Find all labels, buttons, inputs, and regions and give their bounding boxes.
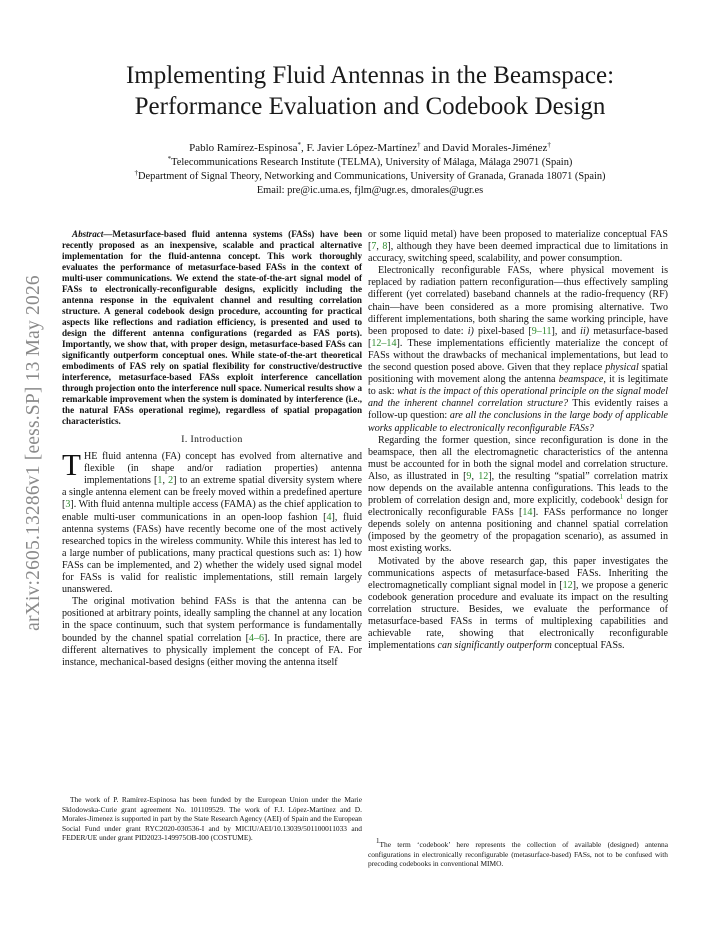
funding-footnote: The work of P. Ramírez-Espinosa has been funded by the European Union under the Marie Sklodowska-Curie grant agreement No. 101109529. The work of F.J. López-Martínez and D. Morales-Jimenez is supported in part by the State Research Agency (AEI) of Spain and the European Social Fund under grant RYC2020-030536-I and by MICIU/AEI/10.13039/501100011033 and FEDER/UE under grant PID2023-149975OB-I00 (COSTUME). xyxy=(62,795,362,843)
intro-paragraph-1 xyxy=(62,447,363,596)
affiliation-1 xyxy=(60,156,680,170)
citation-link[interactable]: 2 xyxy=(168,475,174,487)
author-3-mark: † xyxy=(547,141,551,149)
emphasis: ii) xyxy=(580,325,590,337)
author-2-mark: † xyxy=(417,141,421,149)
emphasis: are all the conclusions in the large body of applicable works applicable to electronically reconfigurable FASs? xyxy=(368,410,668,434)
author-1-mark: * xyxy=(297,141,302,149)
citation-link[interactable]: 12 xyxy=(562,579,573,591)
citation-link[interactable]: 4–6 xyxy=(248,632,264,644)
emphasis: i) xyxy=(467,325,474,337)
author-1: Pablo Ramírez-Espinosa xyxy=(189,142,298,154)
text-run: ]. These implementations efficiently materialize the concept of FASs without the drawbacks of mechanical implementations, but lead to the second question posed above. Given that they replace xyxy=(368,337,668,374)
text-run: ]. With fluid antenna multiple access (FAMA) as the chief application to enable multi-user communications in an open-loop fashion [ xyxy=(62,499,362,523)
right-paragraph-4 xyxy=(368,556,668,653)
affiliation-1-mark: * xyxy=(167,155,172,163)
emphasis: what is the impact of this operational principle on the signal model and the inherent channel correlation structure? xyxy=(368,386,668,410)
emphasis: physical xyxy=(605,362,639,374)
citation-link[interactable]: 3 xyxy=(65,499,71,511)
intro-paragraph-2 xyxy=(62,596,362,669)
citation-link[interactable]: 12–14 xyxy=(371,337,397,349)
text-run: HE fluid antenna (FA) concept has evolved from alternative and flexible (in shape and/or radiation properties) antenna implementations [ xyxy=(83,451,362,487)
citation-link[interactable]: 8 xyxy=(382,241,388,253)
affiliation-1-text: Telecommunications Research Institute (TELMA), University of Málaga, Málaga 29071 (Spain) xyxy=(171,157,573,168)
text-run: Motivated by the above research gap, this paper investigates the communications aspects of metasurface-based FASs. Inheriting the electromagnetically compliant signal model in [ xyxy=(368,555,668,591)
text-run: spatial positioning with movement along the antenna xyxy=(368,362,668,386)
text-run: metasurface-based [ xyxy=(368,325,668,349)
title-line-1: Implementing Fluid Antennas in the Beamspace: xyxy=(125,62,615,89)
arxiv-identifier: arXiv:2605.13286v1 [eess.SP] 13 May 2026 xyxy=(23,275,45,631)
text-run: or some liquid metal) have been proposed to materialize conceptual FAS [ xyxy=(368,229,668,253)
author-names xyxy=(60,141,680,155)
text-run: Regarding the former question, since reconfiguration is done in the beamspace, then all the electromagnetic characteristics of the antenna must be accounted for in both the signal model and correlation structure. Also, as illustrated in [ xyxy=(368,434,668,482)
text-run: , xyxy=(471,470,479,482)
text-run: , it is legitimate to ask: xyxy=(368,374,668,398)
text-run: ]. FASs performance no longer depends solely on antenna positioning and channel spatial correlation (imposed by the geometry of the propagation scenario), as assumed in most existing works. xyxy=(368,507,668,555)
text-run: , xyxy=(162,475,169,487)
right-column xyxy=(368,229,668,652)
text-run: The original motivation behind FASs is that the antenna can be positioned at arbitrary points, ideally sampling the channel at any location in the space continuum, such that system performance is fundamentally bounded by the channel spatial correlation [ xyxy=(62,596,362,644)
citation-link[interactable]: 7 xyxy=(371,241,377,253)
text-run: ], the resulting “spatial” correlation matrix now depends on the available antenna configurations. This leads to the problem of correlation design and, more explicitly, codebook xyxy=(368,470,669,507)
footnote-1 xyxy=(368,837,668,869)
text-run: ], we propose a generic codebook generation procedure and evaluate its impact on the resulting correlation structure. Besides, we evaluate the performance of metasurface-based FASs in terms of multiplexing capabilities and achievable rate, showing that electronically reconfigurable implementations xyxy=(368,579,669,652)
text-run: design for electronically reconfigurable FASs [ xyxy=(368,495,668,519)
text-run: , xyxy=(376,241,383,253)
author-2: , F. Javier López-Martínez xyxy=(301,142,418,154)
abstract-label: Abstract xyxy=(72,229,104,239)
affiliation-2 xyxy=(60,170,680,184)
text-run: This evidently raises a follow-up question: xyxy=(368,398,669,422)
text-run: ], fluid antenna systems (FASs) have recently become one of the most actively researched topics in the wireless community. While this interest has led to a large number of publications, many practical questions such as: 1) how FASs can be implemented, and 2) whether the widely used signal model for FASs is valid for realistic implementations, still remain largely unanswered. xyxy=(62,511,362,596)
abstract xyxy=(62,229,362,427)
section-heading-introduction: I. Introduction xyxy=(181,434,243,445)
text-run: ] to an extreme spatial diversity system where a single antenna element can be freely moved within a predefined aperture [ xyxy=(62,475,363,511)
arxiv-sidebar-stamp xyxy=(14,248,54,658)
text-run: Electronically reconfigurable FASs, where physical movement is replaced by radiation pattern reconfiguration—thus effectively sampling different (yet correlated) baseband channels at the radio-frequency (RF) chain—have been considered as a more promising alternative. Two different implementations, both sharing the same working principle, have been proposed to date: xyxy=(368,265,668,337)
text-run: ], although they have been deemed impractical due to limitations in accuracy, switching speed, scalability, and power consumption. xyxy=(368,241,668,265)
right-paragraph-3 xyxy=(368,435,668,556)
left-column xyxy=(62,229,362,669)
footnote-1-text: The term ‘codebook’ here represents the collection of available (designed) antenna configurations in electronically reconfigurable (metasurface-based) FASs, not to be confused with precoding codebooks in conventional MIMO. xyxy=(368,840,668,869)
right-paragraph-1 xyxy=(368,229,668,265)
citation-link[interactable]: 4 xyxy=(326,511,332,523)
citation-link[interactable]: 9–11 xyxy=(531,325,552,337)
paper-title xyxy=(60,60,680,122)
author-3: and David Morales-Jiménez xyxy=(420,142,548,154)
citation-link[interactable]: 9 xyxy=(466,470,472,482)
emphasis: can significantly outperform xyxy=(437,640,552,652)
text-run: ]. In practice, there are different alternatives to physically implement the concept of FA. For instance, mechanical-based designs (either moving the antenna itself xyxy=(62,632,362,668)
footnote-marker[interactable]: 1 xyxy=(619,493,624,502)
title-line-2: Performance Evaluation and Codebook Design xyxy=(134,93,606,120)
citation-link[interactable]: 14 xyxy=(522,507,533,519)
drop-cap: T xyxy=(62,447,81,483)
text-run: conceptual FASs. xyxy=(551,640,625,652)
affiliation-2-mark: † xyxy=(134,169,139,177)
citation-link[interactable]: 12 xyxy=(478,470,489,482)
emphasis: beamspace xyxy=(558,374,604,386)
right-paragraph-2 xyxy=(368,265,668,434)
citation-link[interactable]: 1 xyxy=(157,475,163,487)
author-emails: Email: pre@ic.uma.es, fjlm@ugr.es, dmorales@ugr.es xyxy=(256,185,484,196)
text-run: ], and xyxy=(551,325,581,337)
footnote-1-marker: 1 xyxy=(376,837,380,845)
text-run: pixel-based [ xyxy=(473,325,532,337)
affiliation-2-text: Department of Signal Theory, Networking and Communications, University of Granada, Granada 18071 (Spain) xyxy=(138,171,606,182)
author-block xyxy=(60,141,680,198)
abstract-text: —Metasurface-based fluid antenna systems (FASs) have been recently proposed as an inexpensive, scalable and practical alternative implementation for the fluid-antenna concept. This work thoroughly evaluates the performance of metasurface-based FASs in the context of multi-user communications. We extend the state-of-the-art signal model of FASs to electronically-reconfigurable designs, explicitly including the antenna response in the equivalent channel and resulting correlation structure. A general codebook design procedure, accounting for practical aspects like reflections and radiation efficiency, is presented and used to design the different antenna configurations (regarded as FAS ports). Importantly, we show that, with proper design, metasurface-based FASs can significantly outperform conceptual ones. While state-of-the-art theoretical embodiments of FAS rely on spatial flexibility for constructive/destructive interference, metasurface-based FASs exploit interference cancellation through projection onto the interference null space. Numerical results show a remarkable improvement when the system is dominated by interference (i.e., the natural FASs operational regime), regardless of spatial propagation characteristics. xyxy=(62,229,362,426)
